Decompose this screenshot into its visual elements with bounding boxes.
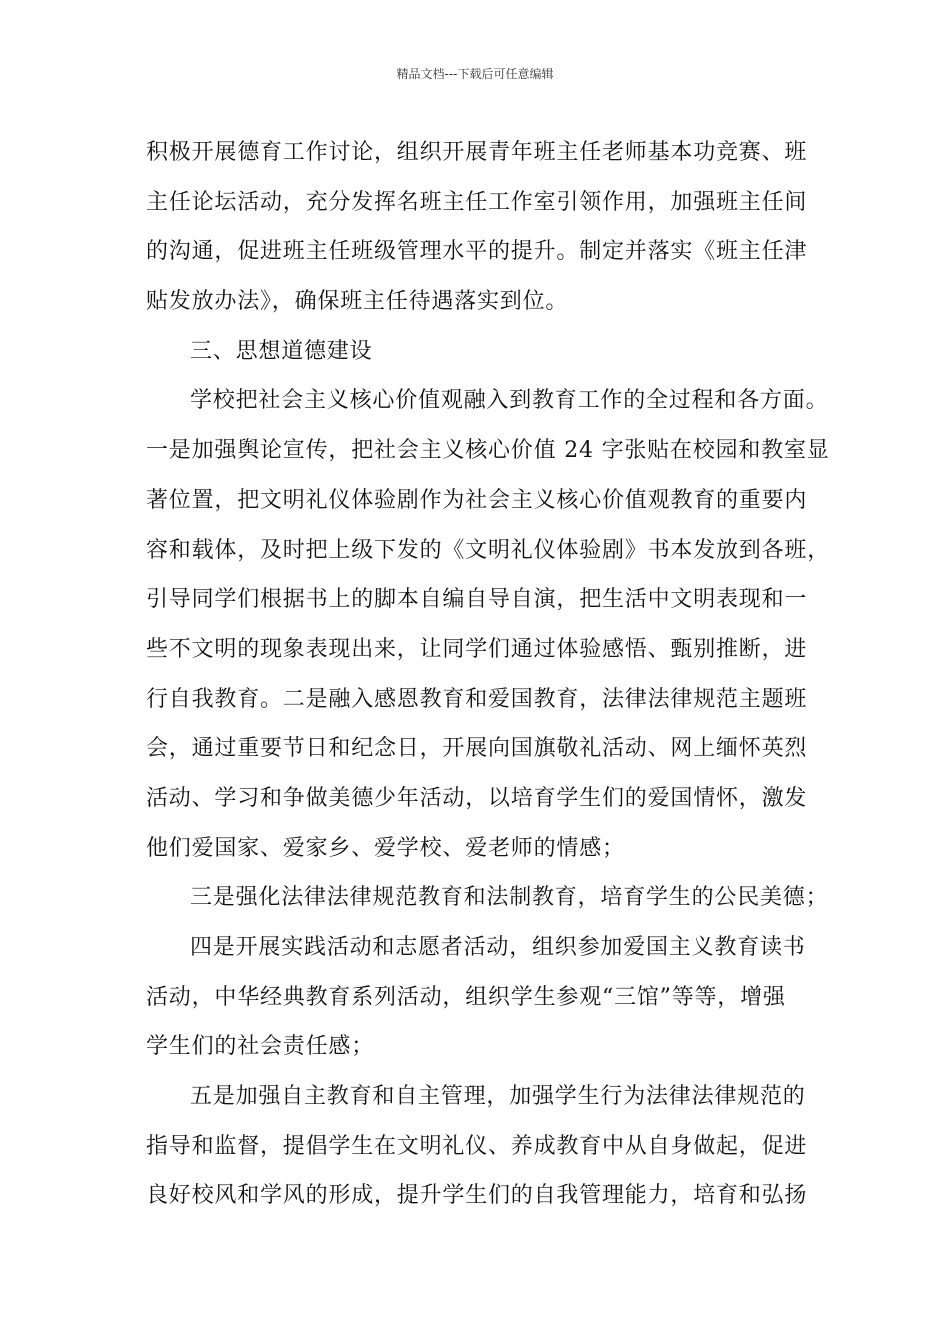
text-line: 良好校风和学风的形成，提升学生们的自我管理能力，培育和弘扬 xyxy=(146,1183,808,1209)
text-line: 会，通过重要节日和纪念日，开展向国旗敬礼活动、网上缅怀英烈 xyxy=(146,736,808,762)
text-line: 著位置，把文明礼仪体验剧作为社会主义核心价值观教育的重要内 xyxy=(146,487,808,513)
text-line: 容和载体，及时把上级下发的《文明礼仪体验剧》书本发放到各班， xyxy=(146,537,831,563)
text-line: 贴发放办法》，确保班主任待遇落实到位。 xyxy=(146,289,569,315)
text-line: 些不文明的现象表现出来，让同学们通过体验感悟、甄别推断，进 xyxy=(146,636,808,662)
document-body xyxy=(146,128,831,1221)
text-line: 活动、学习和争做美德少年活动，以培育学生们的爱国情怀，激发 xyxy=(146,785,808,811)
text-line: 三是强化法律法律规范教育和法制教育，培育学生的公民美德； xyxy=(190,885,829,911)
text-line: 积极开展德育工作讨论，组织开展青年班主任老师基本功竞赛、班 xyxy=(146,140,808,165)
text-line: 五是加强自主教育和自主管理，加强学生行为法律法律规范的 xyxy=(190,1084,806,1110)
text-line: 的沟通，促进班主任班级管理水平的提升。制定并落实《班主任津 xyxy=(146,239,808,265)
page-header: 精品文档---下载后可任意编辑 xyxy=(396,67,554,81)
text-line: 一是加强舆论宣传，把社会主义核心价值 24 字张贴在校园和教室显 xyxy=(146,438,830,464)
text-line: 他们爱国家、爱家乡、爱学校、爱老师的情感； xyxy=(146,835,625,861)
text-line: 主任论坛活动，充分发挥名班主任工作室引领作用，加强班主任间 xyxy=(146,189,808,215)
text-line: 四是开展实践活动和志愿者活动，组织参加爱国主义教育读书 xyxy=(190,935,806,960)
text-line: 学生们的社会责任感； xyxy=(146,1034,375,1060)
text-line: 行自我教育。二是融入感恩教育和爱国教育，法律法律规范主题班 xyxy=(146,686,808,712)
section-heading: 三、思想道德建设 xyxy=(190,338,373,364)
text-line: 指导和监督，提倡学生在文明礼仪、养成教育中从自身做起，促进 xyxy=(146,1133,808,1159)
text-line: 学校把社会主义核心价值观融入到教育工作的全过程和各方面。 xyxy=(190,388,829,414)
text-line: 活动，中华经典教育系列活动，组织学生参观“三馆”等等，增强 xyxy=(146,984,786,1010)
text-line: 引导同学们根据书上的脚本自编自导自演，把生活中文明表现和一 xyxy=(146,587,808,613)
